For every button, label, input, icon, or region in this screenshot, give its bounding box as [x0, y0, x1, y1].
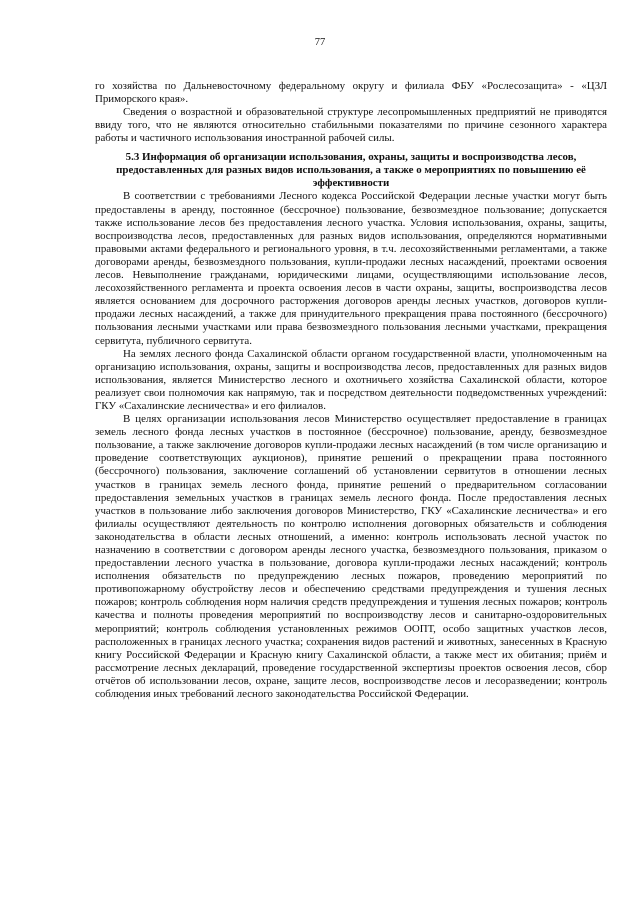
paragraph-forest-code: В соответствии с требованиями Лесного кодекса Российской Федерации лесные участки могут быть предоставлены в аренду, постоянное (бессрочное) пользование, безвозмездное пользование; допускается также использование лесов без предоставления лесного участка. Условия использования, охраны, защиты, воспроизводства лесов, предоставленных для разных видов использования, определяются нормативными правовыми актами федерального и регионального уровня, в т.ч. лесохозяйственными регламентами, а также договорами аренды, безвозмездного пользования, купли-продажи лесных насаждений, проектами освоения лесов. Невыполнение гражданами, юридическими лицами, осуществляющими использование лесов, лесохозяйственного регламента и проекта освоения лесов в части охраны, защиты, воспроизводства лесов является основанием для досрочного расторжения договоров аренды лесных участков, договоров купли-продажи лесных насаждений, а также для принудительного прекращения права постоянного (бессрочного) пользования лесными участками или права безвозмездного пользования лесными участками, прекращения сервитута, публичного сервитута. [95, 190, 607, 347]
paragraph-continuation: го хозяйства по Дальневосточному федеральному округу и филиала ФБУ «Рослесозащита» - «ЦЗЛ Приморского края». [95, 80, 607, 106]
paragraph-sakhalin-authority: На землях лесного фонда Сахалинской области органом государственной власти, уполномоченным на организацию использования, охраны, защиты и воспроизводства лесов, предоставленных для разных видов использования, является Министерство лесного и охотничьего хозяйства Сахалинской области, которое реализует свои полномочия как напрямую, так и посредством деятельности подведомственных учреждений: ГКУ «Сахалинские лесничества» и его филиалов. [95, 347, 607, 412]
paragraph-age-structure: Сведения о возрастной и образовательной структуре лесопромышленных предприятий не приводятся ввиду того, что не являются относительно стабильными показателями по причине сезонного характера работы и частичного использования иностранной рабочей силы. [95, 106, 607, 145]
section-heading-5-3: 5.3 Информация об организации использования, охраны, защиты и воспроизводства лесов, предоставленных для разных видов использования, а также о мероприятиях по повышению её эффективности [116, 151, 586, 190]
paragraph-ministry-control: В целях организации использования лесов Министерство осуществляет предоставление в границах земель лесного фонда лесных участков в постоянное (бессрочное) пользование, аренду, безвозмездное пользование, а также заключение договоров купли-продажи лесных насаждений (в том числе организацию и проведение соответствующих аукционов), принятие решений о прекращении права постоянного (бессрочного) пользования, заключение соглашений об установлении сервитутов в отношении лесных участков в границах земель лесного фонда, принятие решений о предварительном согласовании предоставления земельных участков в границах земель лесного фонда. После предоставления лесных участков в пользование либо заключения договоров Министерство, ГКУ «Сахалинские лесничества» и его филиалы осуществляют деятельность по контролю исполнения договорных обязательств и соблюдения законодательства в области лесных отношений, а именно: контроль использовать лесной участок по назначению в соответствии с договором аренды лесного участка, безвозмездного пользования, приказом о предоставлении лесного участка в пользование, договора купли-продажи лесных насаждений; контроль исполнения обязательств по предупреждению лесных пожаров, проведению мероприятий по противопожарному обустройству лесов и обеспечению средствами предупреждения и тушения лесных пожаров; контроль соблюдения норм наличия средств предупреждения и тушения лесных пожаров; контроль качества и полноты проведения мероприятий по воспроизводству лесов и санитарно-оздоровительных мероприятий; контроль соблюдения установленных режимов ООПТ, особо защитных участков лесов, расположенных в границах лесного участка; сохранения видов растений и животных, занесенных в Красную книгу Российской Федерации и Красную книгу Сахалинской области, а также мест их обитания; приём и рассмотрение лесных деклараций, проведение государственной экспертизы проектов освоения лесов, сбор отчётов об использовании лесов, охране, защите лесов, воспроизводстве лесов и лесоразведении; контроль соблюдения иных требований лесного законодательства Российской Федерации. [95, 413, 607, 701]
page-number: 77 [314, 37, 326, 48]
page-body [95, 80, 607, 701]
